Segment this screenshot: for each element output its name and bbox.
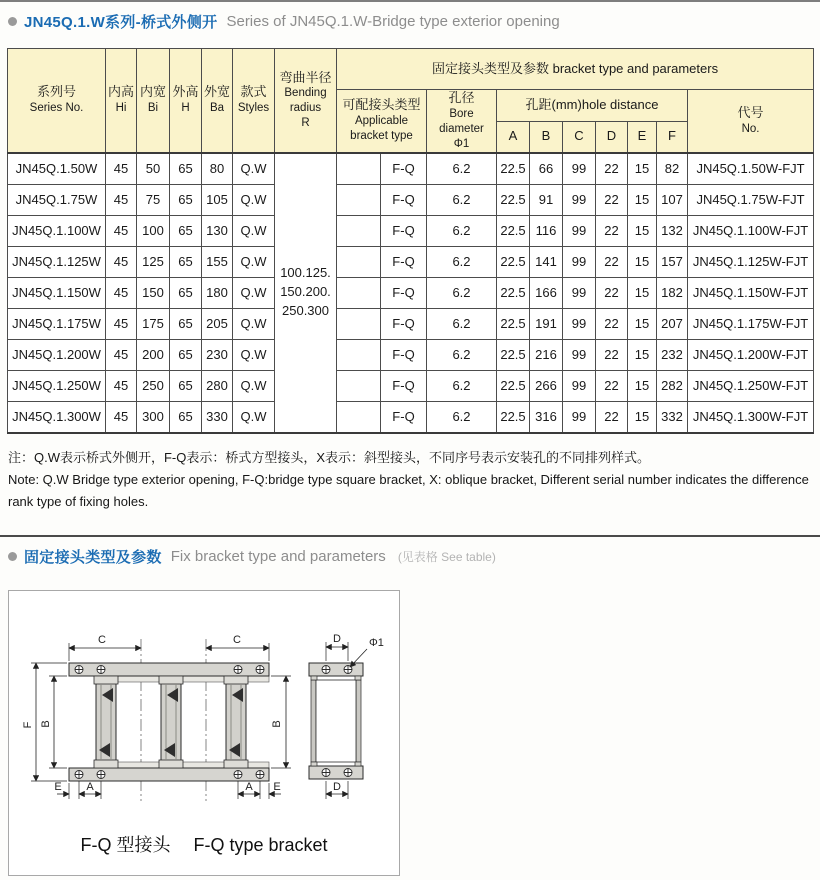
cell-hole-f: 282	[657, 370, 688, 401]
cell-code-no: JN45Q.1.200W-FJT	[688, 339, 814, 370]
dim-label-b-left: B	[40, 720, 52, 728]
cell-inner-height: 45	[106, 277, 137, 308]
cell-hole-a: 22.5	[497, 277, 530, 308]
cell-hole-c: 99	[563, 308, 596, 339]
cell-hole-d: 22	[596, 246, 628, 277]
section2-heading	[0, 537, 820, 571]
cell-style: Q.W	[233, 401, 275, 433]
cell-hole-d: 22	[596, 308, 628, 339]
table-row	[8, 308, 814, 339]
cell-hole-b: 91	[530, 184, 563, 215]
cell-bracket-type: F-Q	[381, 401, 427, 433]
cell-outer-width: 130	[202, 215, 233, 246]
cell-bracket-type: F-Q	[381, 308, 427, 339]
cell-bracket-type: F-Q	[381, 277, 427, 308]
cell-style: Q.W	[233, 184, 275, 215]
note-line-zh: 注：Q.W表示桥式外侧开，F-Q表示：桥式方型接头，X表示：斜型接头，不同序号表示安装孔的不同排列样式。	[8, 449, 651, 465]
col-header-d: D	[596, 121, 628, 152]
cell-spacer	[337, 246, 381, 277]
cell-style: Q.W	[233, 339, 275, 370]
cell-series-no: JN45Q.1.100W	[8, 215, 106, 246]
col-header-bracket-group: 固定接头类型及参数 bracket type and parameters	[337, 49, 814, 90]
cell-inner-width: 75	[137, 184, 170, 215]
cell-hole-f: 232	[657, 339, 688, 370]
cell-bore-diameter: 6.2	[427, 153, 497, 185]
cell-hole-c: 99	[563, 277, 596, 308]
cell-code-no: JN45Q.1.300W-FJT	[688, 401, 814, 433]
bracket-technical-drawing	[9, 591, 399, 829]
cell-hole-e: 15	[628, 184, 657, 215]
cell-inner-width: 300	[137, 401, 170, 433]
cell-hole-b: 266	[530, 370, 563, 401]
cell-hole-c: 99	[563, 401, 596, 433]
cell-hole-a: 22.5	[497, 401, 530, 433]
cell-outer-width: 205	[202, 308, 233, 339]
table-row	[8, 184, 814, 215]
cell-bore-diameter: 6.2	[427, 277, 497, 308]
table-row	[8, 153, 814, 185]
cell-hole-c: 99	[563, 370, 596, 401]
side-view	[309, 663, 363, 779]
cell-spacer	[337, 153, 381, 185]
cell-hole-b: 141	[530, 246, 563, 277]
cell-inner-height: 45	[106, 339, 137, 370]
cell-hole-f: 157	[657, 246, 688, 277]
cell-hole-d: 22	[596, 215, 628, 246]
drawing-caption-en: F-Q type bracket	[193, 835, 328, 855]
cell-outer-height: 65	[170, 153, 202, 185]
cell-hole-f: 332	[657, 401, 688, 433]
cell-hole-c: 99	[563, 215, 596, 246]
col-header-bi: 内宽 Bi	[137, 49, 170, 153]
bullet-icon	[8, 552, 17, 561]
dim-label-c-left: C	[98, 634, 106, 646]
spec-table	[7, 48, 814, 434]
cell-hole-a: 22.5	[497, 246, 530, 277]
cell-bore-diameter: 6.2	[427, 339, 497, 370]
cell-code-no: JN45Q.1.75W-FJT	[688, 184, 814, 215]
cell-style: Q.W	[233, 277, 275, 308]
cell-hole-a: 22.5	[497, 184, 530, 215]
cell-outer-width: 330	[202, 401, 233, 433]
cell-hole-a: 22.5	[497, 370, 530, 401]
cell-bore-diameter: 6.2	[427, 215, 497, 246]
cell-bore-diameter: 6.2	[427, 184, 497, 215]
col-header-e: E	[628, 121, 657, 152]
col-header-bore-diameter: 孔径 Bore diameter Φ1	[427, 90, 497, 153]
cell-series-no: JN45Q.1.250W	[8, 370, 106, 401]
col-header-c: C	[563, 121, 596, 152]
section1-title-en: Series of JN45Q.1.W-Bridge type exterior opening	[226, 13, 560, 30]
col-header-h: 外高 H	[170, 49, 202, 153]
cell-spacer	[337, 339, 381, 370]
cell-outer-height: 65	[170, 215, 202, 246]
cell-style: Q.W	[233, 370, 275, 401]
cell-inner-height: 45	[106, 308, 137, 339]
cell-outer-width: 80	[202, 153, 233, 185]
section2-see-table-note: (见表格 See table)	[397, 549, 496, 564]
cell-hole-d: 22	[596, 401, 628, 433]
cell-spacer	[337, 370, 381, 401]
cell-inner-width: 150	[137, 277, 170, 308]
cell-outer-height: 65	[170, 370, 202, 401]
cell-hole-f: 107	[657, 184, 688, 215]
cell-bore-diameter: 6.2	[427, 308, 497, 339]
cell-hole-e: 15	[628, 153, 657, 185]
col-header-ba: 外宽 Ba	[202, 49, 233, 153]
cell-hole-e: 15	[628, 339, 657, 370]
dim-label-d-top: D	[333, 633, 341, 645]
dim-label-b-right: B	[271, 720, 283, 728]
cell-inner-width: 200	[137, 339, 170, 370]
col-header-b: B	[530, 121, 563, 152]
bullet-icon	[8, 17, 17, 26]
cell-series-no: JN45Q.1.175W	[8, 308, 106, 339]
table-row	[8, 401, 814, 433]
bracket-drawing-box	[8, 590, 400, 876]
cell-spacer	[337, 308, 381, 339]
cell-style: Q.W	[233, 215, 275, 246]
cell-inner-width: 175	[137, 308, 170, 339]
cell-outer-height: 65	[170, 401, 202, 433]
cell-code-no: JN45Q.1.100W-FJT	[688, 215, 814, 246]
drawing-caption-zh: F-Q 型接头	[80, 835, 171, 855]
dim-label-phi1: Φ1	[369, 637, 384, 649]
bending-radius-line: 250.300	[282, 303, 329, 319]
cell-inner-width: 50	[137, 153, 170, 185]
cell-bracket-type: F-Q	[381, 246, 427, 277]
cell-code-no: JN45Q.1.250W-FJT	[688, 370, 814, 401]
cell-hole-d: 22	[596, 277, 628, 308]
cell-hole-e: 15	[628, 370, 657, 401]
cell-hole-f: 207	[657, 308, 688, 339]
cell-outer-width: 105	[202, 184, 233, 215]
dim-label-e-right: E	[273, 781, 281, 793]
cell-bore-diameter: 6.2	[427, 246, 497, 277]
dim-label-c-right: C	[233, 634, 241, 646]
note-line-en1: Note: Q.W Bridge type exterior opening, F-Q:bridge type square bracket, X: oblique bracket, Different serial number indicates the difference	[8, 471, 809, 487]
drawing-caption	[9, 831, 399, 857]
cell-code-no: JN45Q.1.50W-FJT	[688, 153, 814, 185]
cell-hole-f: 82	[657, 153, 688, 185]
dim-label-a-right: A	[245, 781, 253, 793]
cell-hole-a: 22.5	[497, 215, 530, 246]
cell-inner-width: 125	[137, 246, 170, 277]
cell-hole-d: 22	[596, 339, 628, 370]
cell-hole-a: 22.5	[497, 308, 530, 339]
col-header-no: 代号 No.	[688, 90, 814, 153]
cell-outer-height: 65	[170, 339, 202, 370]
col-header-a: A	[497, 121, 530, 152]
dim-label-f: F	[22, 721, 34, 729]
cell-hole-b: 216	[530, 339, 563, 370]
section1-heading	[0, 2, 820, 36]
cell-series-no: JN45Q.1.200W	[8, 339, 106, 370]
cell-inner-height: 45	[106, 184, 137, 215]
cell-series-no: JN45Q.1.75W	[8, 184, 106, 215]
cell-hole-e: 15	[628, 246, 657, 277]
cell-bracket-type: F-Q	[381, 153, 427, 185]
chain-link	[224, 676, 248, 768]
table-row	[8, 339, 814, 370]
cell-hole-c: 99	[563, 184, 596, 215]
cell-hole-f: 132	[657, 215, 688, 246]
cell-outer-width: 155	[202, 246, 233, 277]
bending-radius-line: 100.125.	[280, 265, 331, 281]
section2-title-zh: 固定接头类型及参数	[24, 548, 162, 566]
section2-title-en: Fix bracket type and parameters	[170, 547, 386, 565]
cell-spacer	[337, 184, 381, 215]
cell-hole-d: 22	[596, 184, 628, 215]
cell-inner-width: 250	[137, 370, 170, 401]
cell-spacer	[337, 215, 381, 246]
cell-bending-radius	[275, 153, 337, 433]
cell-hole-b: 191	[530, 308, 563, 339]
col-header-series: 系列号 Series No.	[8, 49, 106, 153]
cell-inner-height: 45	[106, 401, 137, 433]
cell-outer-width: 180	[202, 277, 233, 308]
cell-code-no: JN45Q.1.125W-FJT	[688, 246, 814, 277]
cell-series-no: JN45Q.1.125W	[8, 246, 106, 277]
cell-hole-e: 15	[628, 215, 657, 246]
cell-hole-f: 182	[657, 277, 688, 308]
cell-inner-height: 45	[106, 215, 137, 246]
cell-hole-c: 99	[563, 246, 596, 277]
chain-link	[94, 676, 118, 768]
dim-label-a-left: A	[86, 781, 94, 793]
col-header-f: F	[657, 121, 688, 152]
cell-bore-diameter: 6.2	[427, 401, 497, 433]
cell-style: Q.W	[233, 246, 275, 277]
table-row	[8, 370, 814, 401]
cell-outer-width: 280	[202, 370, 233, 401]
cell-series-no: JN45Q.1.300W	[8, 401, 106, 433]
table-row	[8, 215, 814, 246]
cell-hole-d: 22	[596, 153, 628, 185]
cell-spacer	[337, 401, 381, 433]
col-header-bending-radius: 弯曲半径 Bending radius R	[275, 49, 337, 153]
cell-outer-height: 65	[170, 246, 202, 277]
table-notes	[8, 447, 812, 513]
cell-bore-diameter: 6.2	[427, 370, 497, 401]
dim-label-d-bottom: D	[333, 781, 341, 793]
cell-hole-e: 15	[628, 401, 657, 433]
cell-code-no: JN45Q.1.150W-FJT	[688, 277, 814, 308]
cell-hole-c: 99	[563, 153, 596, 185]
cell-hole-a: 22.5	[497, 339, 530, 370]
cell-outer-width: 230	[202, 339, 233, 370]
cell-bracket-type: F-Q	[381, 184, 427, 215]
chain-link	[159, 676, 183, 768]
cell-outer-height: 65	[170, 308, 202, 339]
dim-label-e-left: E	[54, 781, 62, 793]
cell-code-no: JN45Q.1.175W-FJT	[688, 308, 814, 339]
col-header-hi: 内高 Hi	[106, 49, 137, 153]
cell-hole-e: 15	[628, 308, 657, 339]
cell-hole-b: 116	[530, 215, 563, 246]
cell-series-no: JN45Q.1.50W	[8, 153, 106, 185]
col-header-hole-distance: 孔距(mm)hole distance	[497, 90, 688, 122]
cell-outer-height: 65	[170, 184, 202, 215]
section1-title-zh: JN45Q.1.W系列-桥式外侧开	[24, 14, 218, 31]
cell-series-no: JN45Q.1.150W	[8, 277, 106, 308]
note-line-en2: rank type of fixing holes.	[8, 493, 149, 509]
cell-hole-b: 66	[530, 153, 563, 185]
cell-hole-c: 99	[563, 339, 596, 370]
bending-radius-line: 150.200.	[280, 284, 331, 300]
cell-inner-height: 45	[106, 246, 137, 277]
cell-style: Q.W	[233, 308, 275, 339]
table-row	[8, 277, 814, 308]
cell-bracket-type: F-Q	[381, 339, 427, 370]
cell-hole-e: 15	[628, 277, 657, 308]
col-header-styles: 款式 Styles	[233, 49, 275, 153]
cell-hole-d: 22	[596, 370, 628, 401]
table-body	[8, 153, 814, 433]
cell-hole-b: 316	[530, 401, 563, 433]
cell-inner-height: 45	[106, 370, 137, 401]
cell-outer-height: 65	[170, 277, 202, 308]
cell-inner-width: 100	[137, 215, 170, 246]
table-row	[8, 246, 814, 277]
col-header-applicable-bracket: 可配接头类型 Applicable bracket type	[337, 90, 427, 153]
cell-hole-a: 22.5	[497, 153, 530, 185]
cell-spacer	[337, 277, 381, 308]
cell-style: Q.W	[233, 153, 275, 185]
cell-hole-b: 166	[530, 277, 563, 308]
cell-bracket-type: F-Q	[381, 215, 427, 246]
cell-bracket-type: F-Q	[381, 370, 427, 401]
cell-inner-height: 45	[106, 153, 137, 185]
